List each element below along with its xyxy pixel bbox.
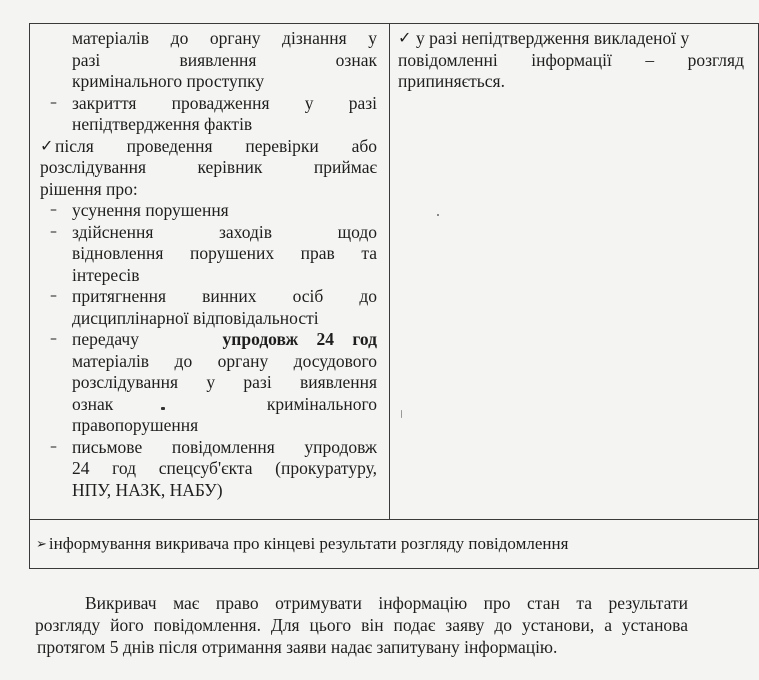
decision-word: щодо [337, 221, 377, 242]
final-info-text: інформування викривача про кінцеві результати розгляду повідомлення [48, 534, 569, 553]
right-cell [390, 24, 759, 520]
procedure-table [29, 23, 759, 569]
bottom-cell [30, 520, 759, 569]
check-word: розслідування [40, 157, 147, 177]
decision-item [40, 329, 377, 437]
dash-bullet-icon: – [50, 288, 57, 304]
decision-line: НПУ, НАЗК, НАБУ) [72, 479, 223, 500]
decision-line: правопорушення [72, 415, 199, 435]
intro-word: ознак [335, 49, 377, 70]
decision-word: притягнення [72, 286, 167, 306]
check-line-2 [40, 157, 377, 179]
dash-bullet-icon: – [50, 94, 57, 111]
decision-line: відновлення порушених прав та [72, 243, 377, 263]
decision-line: розслідування у разі виявлення [72, 372, 377, 392]
intro-line-3: кримінального проступку [72, 71, 265, 91]
paragraph-line-2: розгляду його повідомлення. Для цього він подає заяву до установи, а установа [35, 615, 688, 635]
checkmark-icon: ✓ [40, 135, 54, 155]
decision-line: матеріалів до органу досудового [72, 350, 377, 371]
termination-word: – [645, 49, 655, 70]
decision-word: до [359, 286, 377, 306]
decision-word: ознак [72, 393, 114, 414]
decision-word: винних [202, 286, 257, 306]
termination-check-item [398, 28, 744, 50]
whistleblower-paragraph [37, 592, 688, 658]
dash-bullet-icon: – [50, 223, 57, 240]
intro-line-1: матеріалів до органу дізнання у [72, 28, 377, 48]
termination-line-1: у разі непідтвердження викладеної у [416, 28, 690, 48]
arrow-bullet-icon: ➢ [36, 537, 47, 552]
decision-word: кримінального [266, 393, 377, 414]
closing-line-1: закриття провадження у разі [72, 92, 377, 113]
closing-item [40, 93, 377, 136]
termination-word: повідомленні [398, 49, 498, 70]
closing-line-2: непідтвердження фактів [72, 114, 253, 134]
decision-word: заходів [219, 221, 273, 242]
decision-line: письмове повідомлення упродовж [72, 436, 377, 457]
decision-line [72, 329, 377, 351]
decision-line [72, 286, 377, 308]
decision-item [40, 222, 377, 287]
dash-bullet-icon: – [50, 438, 57, 455]
intro-word: виявлення [179, 49, 257, 70]
dash-bullet-icon: – [50, 202, 57, 218]
scan-speck [161, 407, 165, 410]
decision-line [72, 394, 377, 416]
decision-item [40, 286, 377, 329]
decision-word: передачу [72, 329, 139, 349]
check-word: керівник [197, 157, 263, 177]
decision-word: осіб [292, 286, 324, 306]
scan-speck [401, 410, 402, 418]
decision-line [72, 222, 377, 244]
termination-line-2 [398, 50, 744, 72]
decision-check-item [40, 136, 377, 158]
intro-word: разі [72, 49, 101, 70]
decision-line: 24 год спецсуб'єкта (прокуратуру, [72, 458, 377, 478]
paragraph-line-1 [37, 592, 688, 614]
scan-speck [437, 214, 439, 216]
check-word: приймає [313, 157, 377, 177]
paragraph-text: Викривач має право отримувати інформацію про стан та результати [85, 593, 688, 613]
decision-line: дисциплінарної відповідальності [72, 307, 319, 328]
decision-item [40, 200, 377, 222]
decision-line: усунення порушення [72, 200, 229, 220]
left-cell [30, 24, 390, 520]
checkmark-icon: ✓ [398, 28, 412, 47]
dash-bullet-icon: – [50, 331, 57, 347]
decision-emphasis: упродовж 24 год [222, 329, 377, 349]
intro-line-2 [40, 50, 377, 72]
termination-word: розгляд [687, 49, 744, 70]
decision-line: інтересів [72, 264, 140, 285]
check-line-3: рішення про: [40, 178, 138, 199]
decision-word: здійснення [72, 221, 154, 242]
check-line-1: після проведення перевірки або [55, 135, 377, 156]
paragraph-line-3: протягом 5 днів після отримання заяви надає запитувану інформацію. [37, 637, 558, 657]
decision-item [40, 437, 377, 502]
termination-line-3: припиняється. [398, 71, 505, 91]
termination-word: інформації [531, 49, 612, 70]
